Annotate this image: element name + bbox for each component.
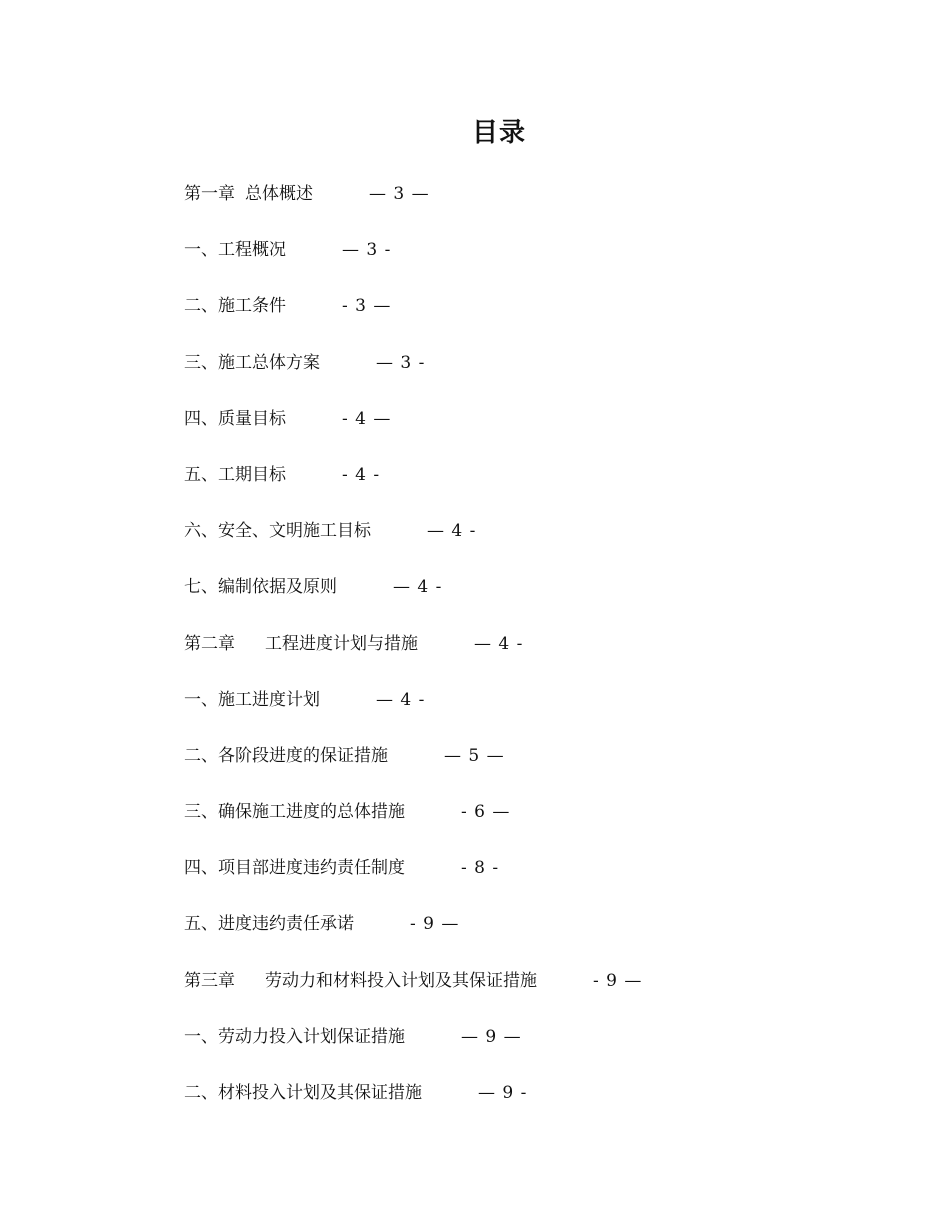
toc-entry[interactable] <box>184 1079 884 1135</box>
toc-page-ref: — 4 - <box>393 577 443 598</box>
toc-page-ref: - 3 — <box>342 296 392 317</box>
toc-entry-label: 劳动力和材料投入计划及其保证措施 <box>265 970 537 991</box>
toc-entry[interactable] <box>184 573 884 629</box>
toc-page-ref: - 8 - <box>461 858 500 879</box>
toc-entry-label: 五、进度违约责任承诺 <box>184 914 354 935</box>
toc-entry[interactable] <box>184 236 884 292</box>
toc-chapter-number: 第三章 <box>184 970 235 991</box>
toc-chapter-number: 第二章 <box>184 633 235 654</box>
toc-page-ref: — 4 - <box>376 689 426 710</box>
toc-entry[interactable] <box>184 854 884 910</box>
toc-entry-label: 三、施工总体方案 <box>184 352 320 373</box>
toc-entry-label: 六、安全、文明施工目标 <box>184 521 371 542</box>
toc-page-ref: — 5 — <box>444 745 505 766</box>
toc-entry-label: 一、工程概况 <box>184 240 286 261</box>
toc-entry-label: 四、质量目标 <box>184 408 286 429</box>
toc-entry-label: 工程进度计划与措施 <box>265 633 418 654</box>
toc-entry[interactable] <box>184 1023 884 1079</box>
page-title: 目录 <box>471 118 526 148</box>
toc-entry[interactable] <box>184 910 884 966</box>
toc-entry[interactable] <box>184 349 884 405</box>
toc-entry[interactable] <box>184 292 884 348</box>
toc-page-ref: — 3 - <box>342 240 392 261</box>
toc-page-ref: - 6 — <box>461 802 511 823</box>
toc-entry[interactable] <box>184 742 884 798</box>
toc-entry-label: 一、施工进度计划 <box>184 689 320 710</box>
toc-page-ref: - 9 — <box>410 914 460 935</box>
toc-entry[interactable] <box>184 180 884 236</box>
toc-entry-label: 一、劳动力投入计划保证措施 <box>184 1026 405 1047</box>
toc-page-ref: — 3 — <box>369 184 430 204</box>
toc-entry-label: 七、编制依据及原则 <box>184 577 337 598</box>
toc-page-ref: — 3 - <box>376 352 426 373</box>
toc-chapter-number: 第一章 <box>184 184 235 204</box>
toc-page-ref: - 9 — <box>593 970 643 991</box>
toc-page-ref: - 4 — <box>342 408 392 429</box>
toc-entry-label: 二、各阶段进度的保证措施 <box>184 745 388 766</box>
toc-entry[interactable] <box>184 798 884 854</box>
toc-entry-label: 总体概述 <box>245 184 313 204</box>
toc-entry-label: 三、确保施工进度的总体措施 <box>184 802 405 823</box>
toc-list <box>184 180 884 1135</box>
toc-page-ref: — 9 — <box>461 1026 522 1047</box>
toc-page-ref: — 4 - <box>427 521 477 542</box>
toc-entry[interactable] <box>184 686 884 742</box>
toc-page-ref: — 9 - <box>478 1083 528 1103</box>
toc-entry[interactable] <box>184 405 884 461</box>
toc-page-ref: - 4 - <box>342 464 381 485</box>
toc-entry-label: 四、项目部进度违约责任制度 <box>184 858 405 879</box>
toc-entry-label: 二、施工条件 <box>184 296 286 317</box>
toc-entry[interactable] <box>184 461 884 517</box>
toc-entry[interactable] <box>184 517 884 573</box>
toc-page-ref: — 4 - <box>474 633 524 654</box>
toc-entry[interactable] <box>184 630 884 686</box>
toc-entry-label: 五、工期目标 <box>184 464 286 485</box>
toc-entry-label: 二、材料投入计划及其保证措施 <box>184 1083 422 1103</box>
toc-entry[interactable] <box>184 967 884 1023</box>
